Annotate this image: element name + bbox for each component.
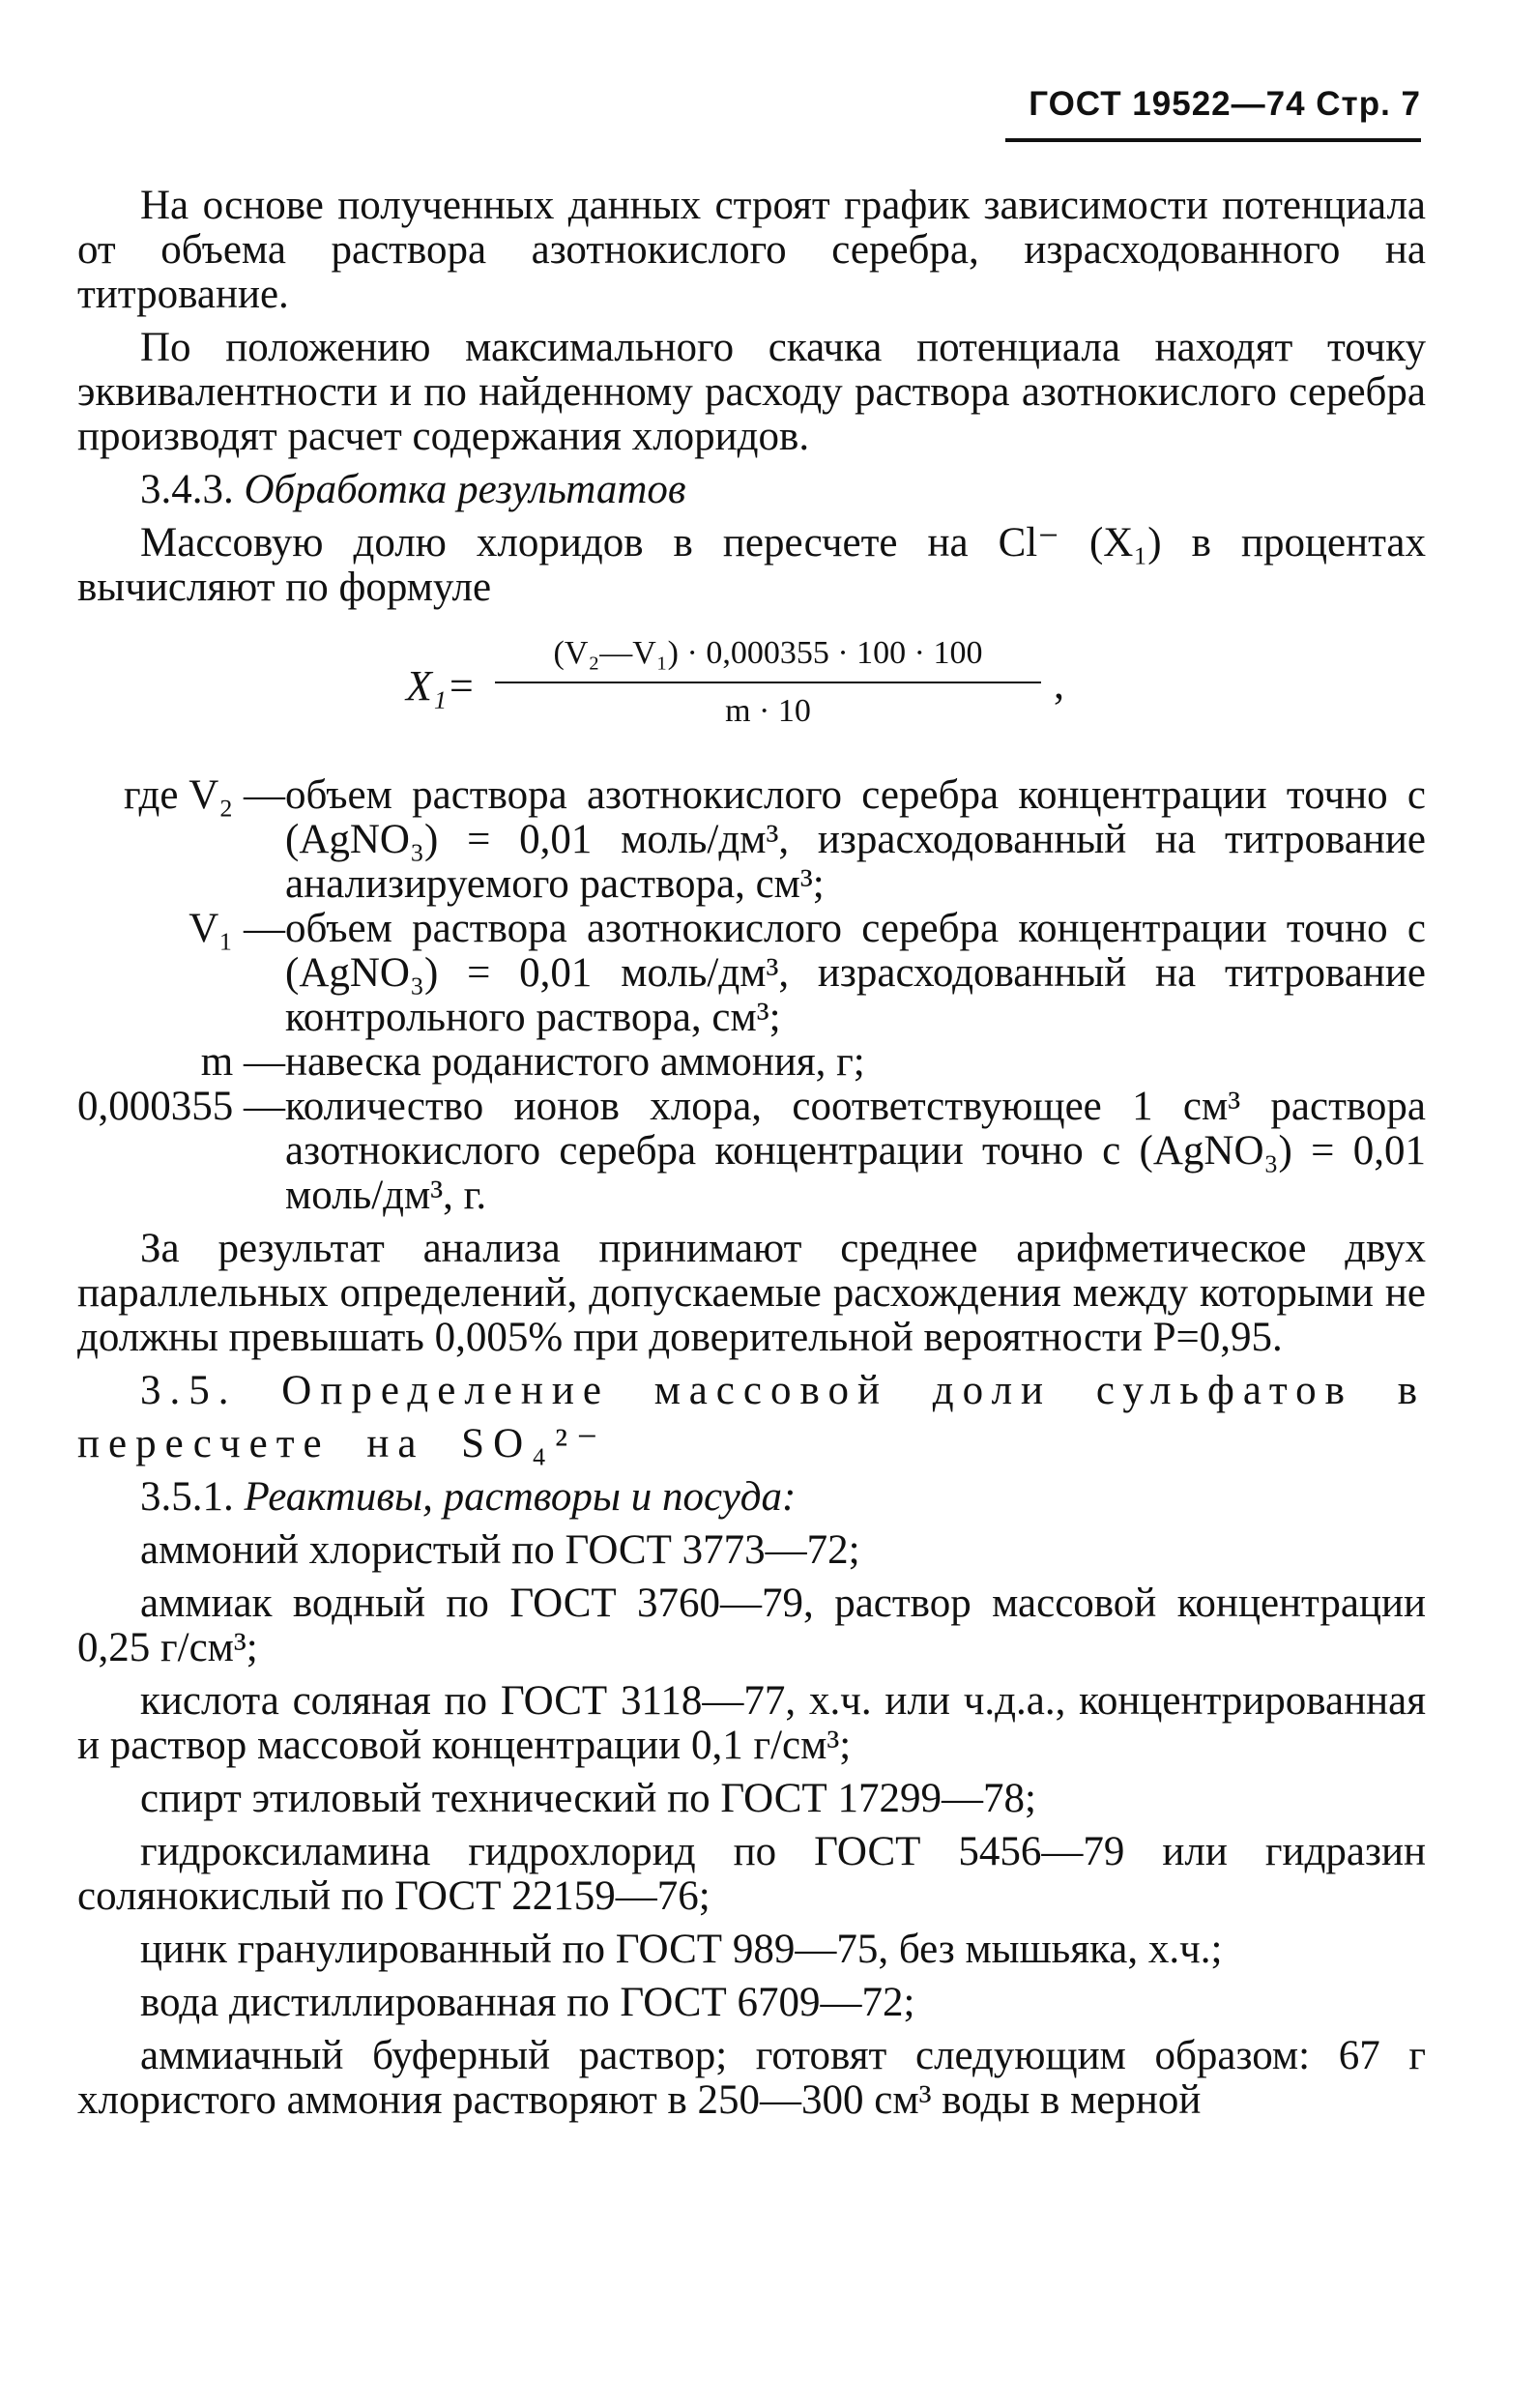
section-3-5-heading-line1 — [77, 1369, 1426, 1413]
definition-term: где V₂ — — [123, 772, 285, 818]
definition-text: объем раствора азотнокислого серебра концентрации точно c (AgNO₃) = 0,01 моль/дм³, израсходованный на титрование анализируемого раствора, см³; — [285, 772, 1426, 907]
paragraph-graph: На основе полученных данных строят график зависимости потенциала от объема раствора азотнокислого серебра, израсходованного на титрование. — [77, 183, 1426, 317]
definition-term: 0,000355 — — [77, 1084, 285, 1129]
section-number: 3.5.1. — [140, 1474, 234, 1520]
definition-coefficient — [77, 1085, 1426, 1218]
section-title: Определение массовой доли сульфатов в — [281, 1368, 1426, 1413]
definition-term: V₁ — — [188, 906, 285, 951]
paragraph-formula-intro: Массовую долю хлоридов в пересчете на Cl⁻ (X₁) в процентах вычисляют по формуле — [77, 520, 1426, 610]
section-3-4-3-heading — [77, 468, 1426, 512]
definitions-list — [77, 773, 1426, 1218]
definition-text: объем раствора азотнокислого серебра концентрации точно c (AgNO₃) = 0,01 моль/дм³, израсходованный на титрование контрольного раствора, см³; — [285, 906, 1426, 1040]
reagent-item: аммиак водный по ГОСТ 3760—79, раствор массовой концентрации 0,25 г/см³; — [77, 1581, 1426, 1670]
reagent-item: гидроксиламина гидрохлорид по ГОСТ 5456—79 или гидразин солянокислый по ГОСТ 22159—76; — [77, 1829, 1426, 1919]
section-number: 3.4.3. — [140, 467, 234, 512]
reagent-item: аммоний хлористый по ГОСТ 3773—72; — [140, 1527, 860, 1573]
formula-denominator: m · 10 — [725, 693, 811, 729]
reagent-item: кислота соляная по ГОСТ 3118—77, х.ч. или ч.д.а., концентрированная и раствор массовой концентрации 0,1 г/см³; — [77, 1678, 1426, 1768]
reagent-item: аммиачный буферный раствор; готовят следующим образом: 67 г хлористого аммония растворяют в 250—300 см³ воды в мерной — [77, 2033, 1426, 2123]
definition-text: навеска роданистого аммония, г; — [285, 1039, 865, 1085]
formula-lhs: X₁= — [406, 662, 476, 710]
definition-m — [77, 1040, 1426, 1085]
page-body — [77, 184, 1426, 2132]
section-title: Обработка результатов — [244, 467, 686, 512]
page-header: ГОСТ 19522—74 Стр. 7 — [1029, 85, 1421, 123]
paragraph-result: За результат анализа принимают среднее арифметическое двух параллельных определений, допускаемые расхождения между которыми не должны превышать 0,005% при доверительной вероятности P=0,95. — [77, 1226, 1426, 1360]
definition-term: m — — [200, 1039, 285, 1085]
section-title: Реактивы, растворы и посуда: — [244, 1474, 797, 1520]
definition-v2 — [77, 773, 1426, 907]
reagent-item: спирт этиловый технический по ГОСТ 17299—78; — [140, 1776, 1036, 1821]
formula-comma: , — [1054, 660, 1064, 708]
formula-numerator: (V₂—V₁) · 0,000355 · 100 · 100 — [553, 635, 983, 671]
header-rule — [1005, 138, 1421, 142]
paragraph-equivalence: По положению максимального скачка потенциала находят точку эквивалентности и по найденному расходу раствора азотнокислого серебра производят расчет содержания хлоридов. — [77, 325, 1426, 459]
formula-fraction — [495, 631, 1041, 734]
definition-v1 — [77, 907, 1426, 1040]
reagent-item: вода дистиллированная по ГОСТ 6709—72; — [140, 1980, 915, 2025]
reagent-item: цинк гранулированный по ГОСТ 989—75, без мышьяка, х.ч.; — [140, 1927, 1223, 1972]
formula-x1 — [77, 631, 1426, 752]
section-3-5-heading-line2: пересчете на SO₄²⁻ — [77, 1421, 607, 1466]
section-number: 3.5. — [140, 1368, 238, 1413]
section-3-5-1-heading — [77, 1475, 1426, 1520]
definition-text: количество ионов хлора, соответствующее 1 см³ раствора азотнокислого серебра концентрации точно c (AgNO₃) = 0,01 моль/дм³, г. — [285, 1084, 1426, 1218]
